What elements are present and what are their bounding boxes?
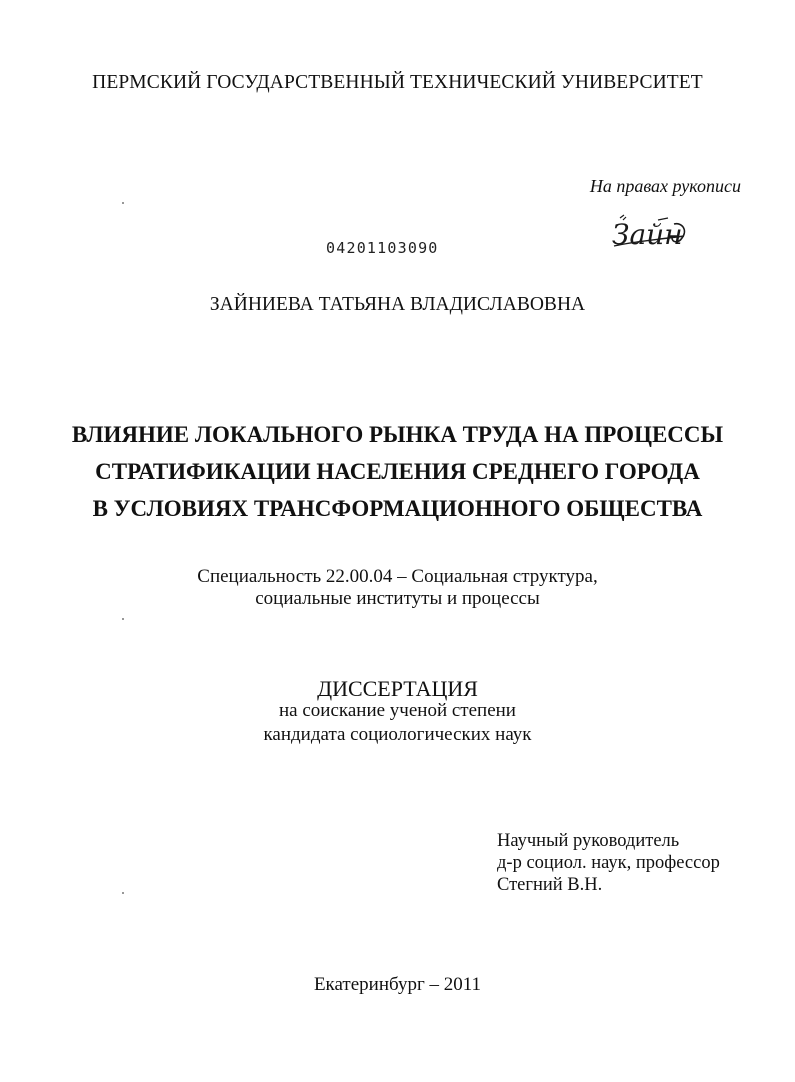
- supervisor-line: Стегний В.Н.: [497, 875, 603, 895]
- title-line: В УСЛОВИЯХ ТРАНСФОРМАЦИОННОГО ОБЩЕСТВА: [92, 496, 703, 521]
- degree-block: [0, 699, 795, 747]
- signature-graphic: [600, 210, 700, 260]
- manuscript-rights-note: На правах рукописи: [589, 176, 741, 196]
- specialty-line: Специальность 22.00.04 – Социальная структура,: [197, 566, 598, 587]
- supervisor-line: Научный руководитель: [497, 831, 680, 851]
- scan-speck: [122, 202, 124, 204]
- specialty-block: [0, 566, 795, 610]
- scan-speck: [122, 618, 124, 620]
- author-signature: [600, 210, 700, 260]
- scan-speck: [122, 892, 124, 894]
- city-year: Екатеринбург – 2011: [313, 974, 482, 995]
- signature-lettering: Зайн: [612, 218, 683, 251]
- dissertation-title: [0, 416, 795, 527]
- specialty-line: социальные институты и процессы: [255, 588, 540, 609]
- title-line: ВЛИЯНИЕ ЛОКАЛЬНОГО РЫНКА ТРУДА НА ПРОЦЕССЫ: [71, 422, 724, 447]
- degree-line: на соискание ученой степени: [279, 700, 516, 721]
- supervisor-line: д-р социол. наук, профессор: [497, 853, 720, 873]
- title-line: СТРАТИФИКАЦИИ НАСЕЛЕНИЯ СРЕДНЕГО ГОРОДА: [95, 459, 700, 484]
- dissertation-heading: ДИССЕРТАЦИЯ: [317, 676, 478, 701]
- document-registration-code: 04201103090: [326, 239, 439, 257]
- university-name: ПЕРМСКИЙ ГОСУДАРСТВЕННЫЙ ТЕХНИЧЕСКИЙ УНИВЕРСИТЕТ: [92, 72, 703, 93]
- supervisor-block: [497, 830, 720, 896]
- degree-line: кандидата социологических наук: [263, 724, 532, 745]
- author-name: ЗАЙНИЕВА ТАТЬЯНА ВЛАДИСЛАВОВНА: [209, 294, 586, 315]
